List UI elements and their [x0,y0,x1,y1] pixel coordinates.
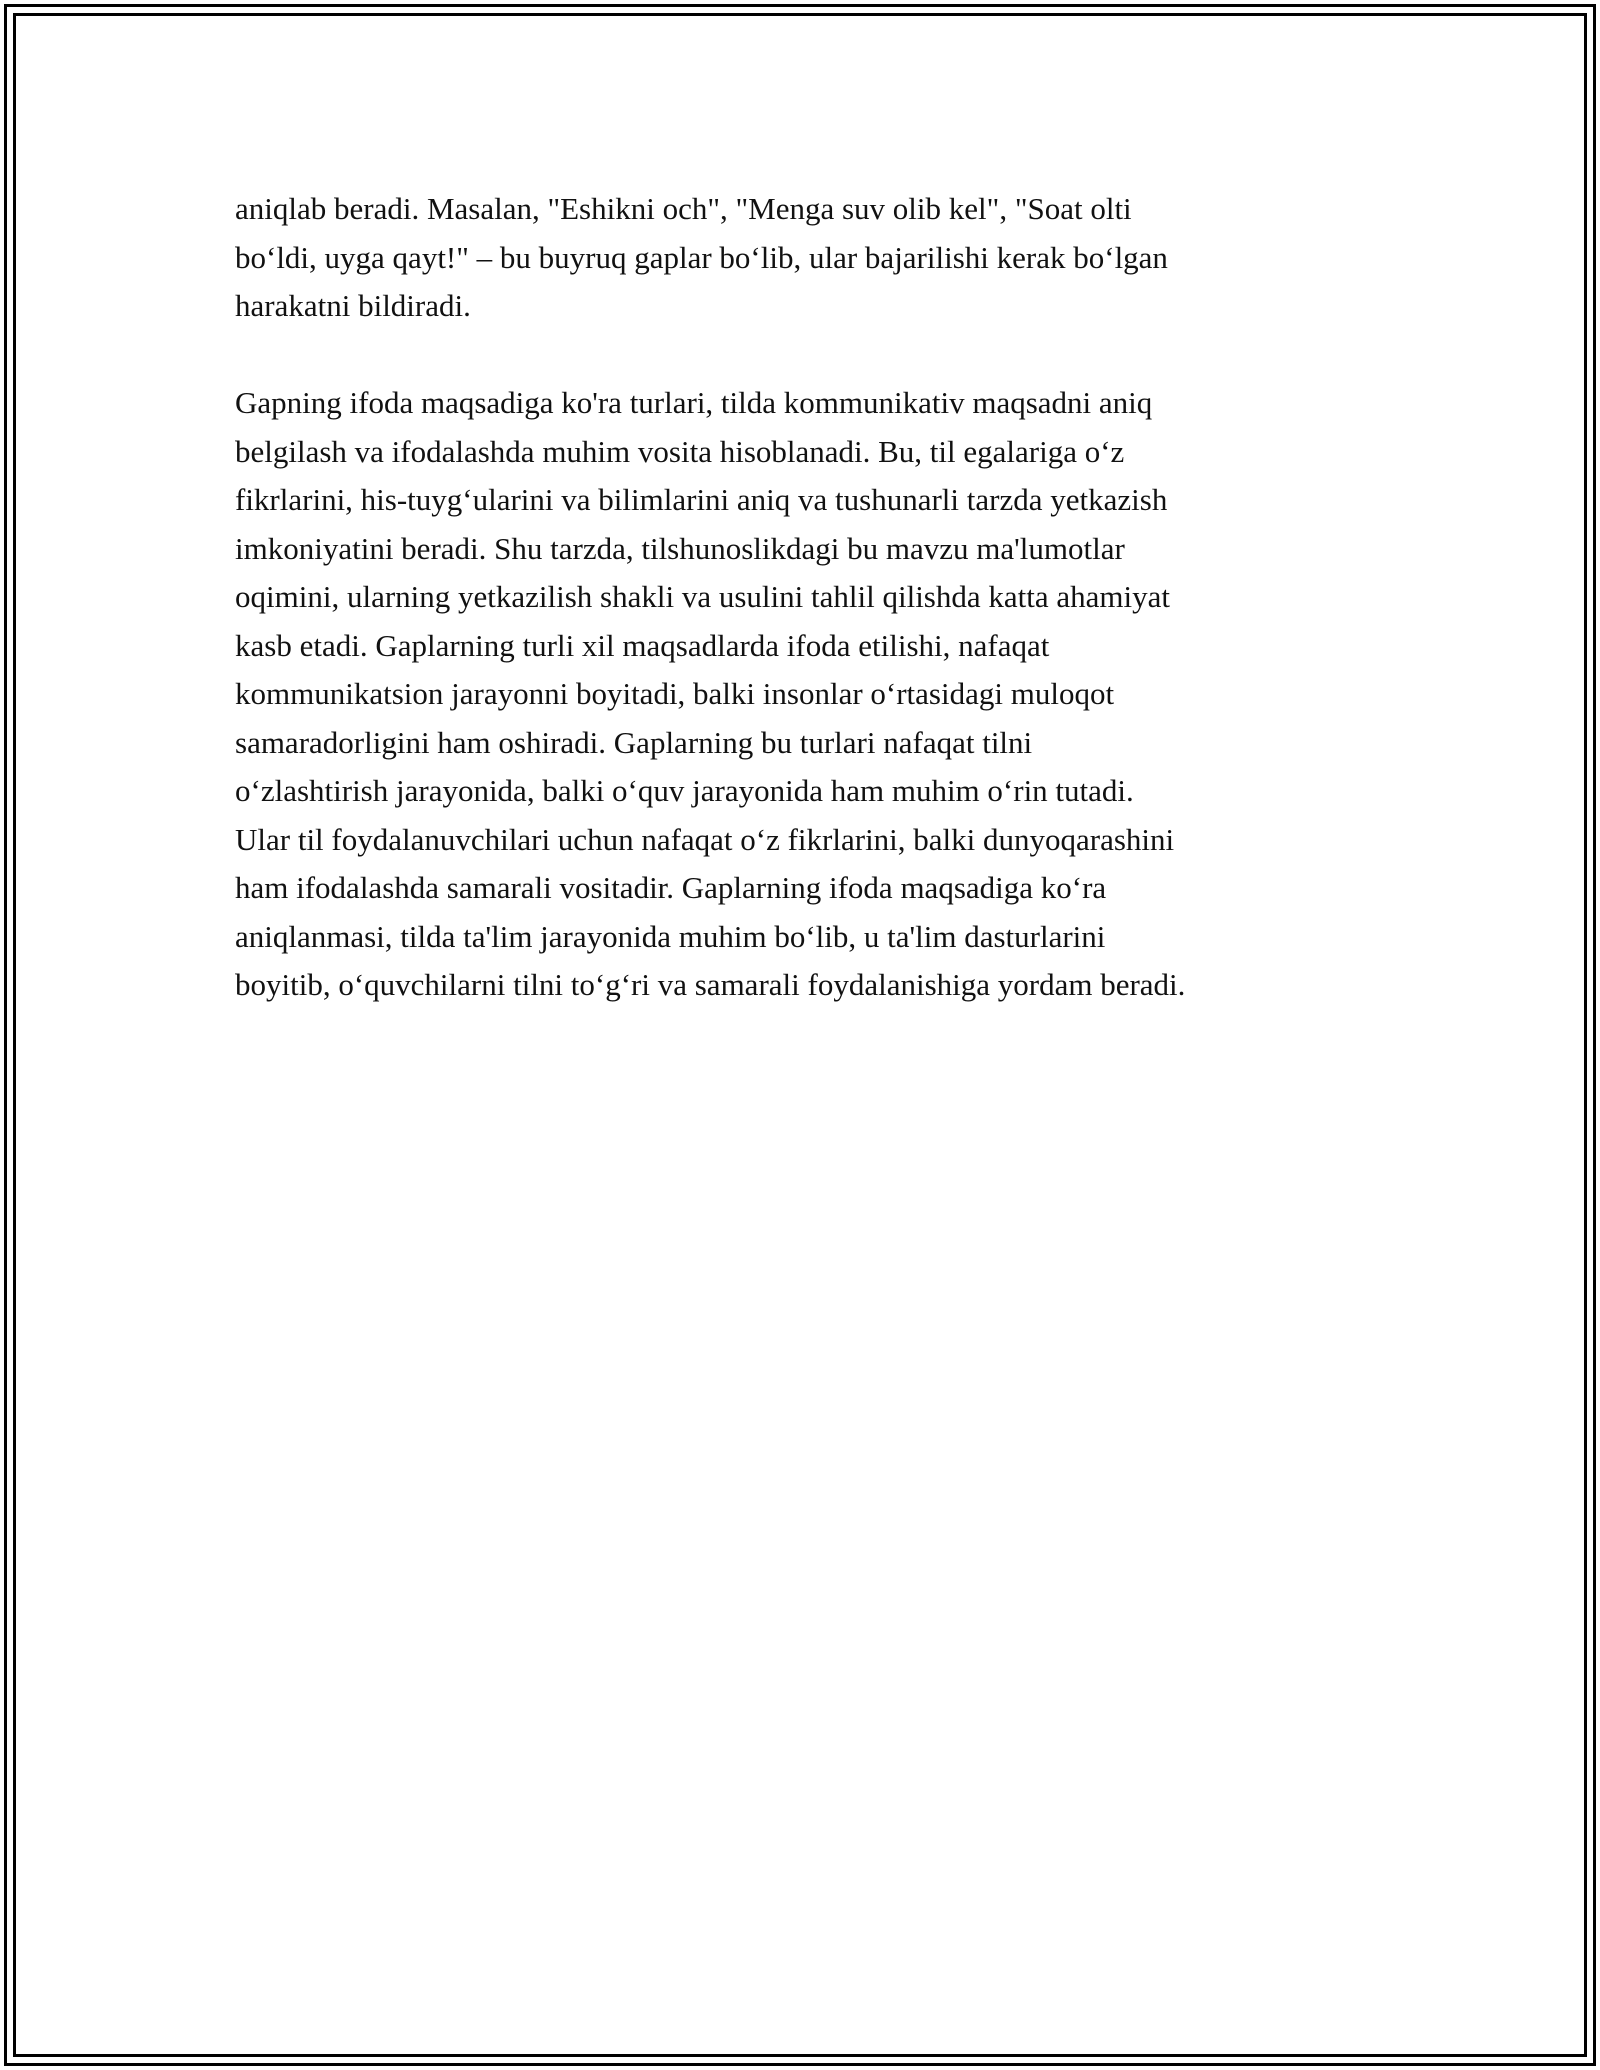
text-line: harakatni bildiradi. [235,288,471,323]
text-line: bo‘ldi, uyga qayt!" – bu buyruq gaplar bo‘lib, ular bajarilishi kerak bo‘lgan [235,239,1168,275]
document-body [235,185,1380,1010]
text-line: ham ifodalashda samarali vositadir. Gaplarning ifoda maqsadiga ko‘ra [235,870,1107,905]
text-line: aniqlab beradi. Masalan, "Eshikni och", "Menga suv olib kel", "Soat olti [235,191,1132,226]
text-line: kasb etadi. Gaplarning turli xil maqsadlarda ifoda etilishi, nafaqat [235,627,1050,663]
paragraph-imperative-examples [235,185,1380,331]
text-line: boyitib, o‘quvchilarni tilni to‘g‘ri va samarali foydalanishiga yordam beradi. [235,967,1186,1002]
text-line: Gapning ifoda maqsadiga ko'ra turlari, tilda kommunikativ maqsadni aniq [235,385,1153,420]
paragraph-sentence-purpose-types [235,379,1380,1010]
text-line: kommunikatsion jarayonni boyitadi, balki insonlar o‘rtasidagi muloqot [235,676,1115,711]
text-line: oqimini, ularning yetkazilish shakli va usulini tahlil qilishda katta ahamiyat [235,579,1170,614]
text-line: imkoniyatini beradi. Shu tarzda, tilshunoslikdagi bu mavzu ma'lumotlar [235,530,1125,566]
text-line: belgilash va ifodalashda muhim vosita hisoblanadi. Bu, til egalariga o‘z [235,433,1125,469]
text-line: samaradorligini ham oshiradi. Gaplarning bu turlari nafaqat tilni [235,724,1033,760]
text-line: fikrlarini, his-tuyg‘ularini va bilimlarini aniq va tushunarli tarzda yetkazish [235,482,1168,517]
text-line: Ular til foydalanuvchilari uchun nafaqat o‘z fikrlarini, balki dunyoqarashini [235,821,1175,857]
text-line: aniqlanmasi, tilda ta'lim jarayonida muhim bo‘lib, u ta'lim dasturlarini [235,918,1106,954]
text-line: o‘zlashtirish jarayonida, balki o‘quv jarayonida ham muhim o‘rin tutadi. [235,773,1134,808]
